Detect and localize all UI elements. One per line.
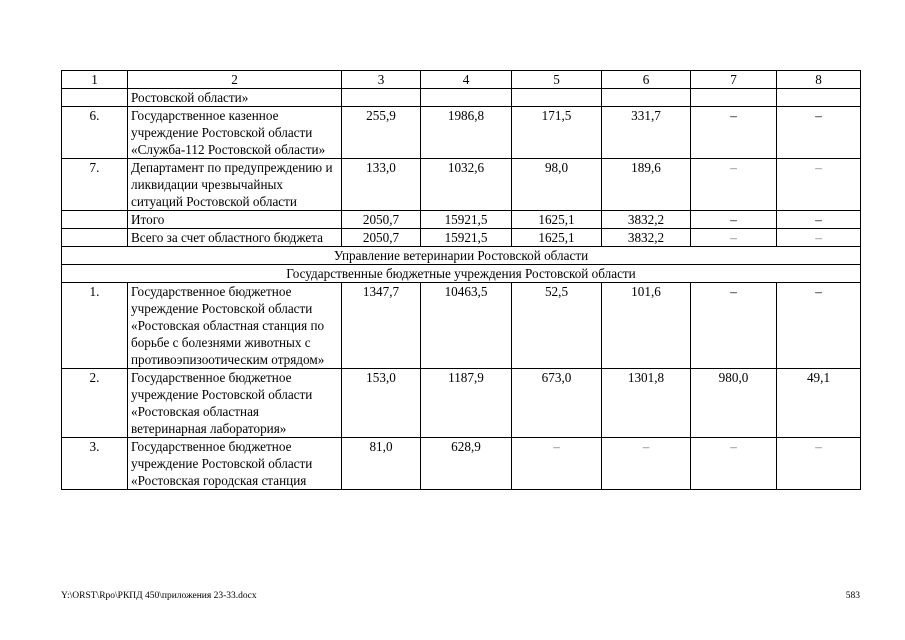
row-number: 1.	[62, 283, 128, 369]
organization-name: Государственное бюджетное учреждение Ростовской области «Ростовская городская станция	[128, 438, 342, 490]
footer-file-path: Y:\ORST\Rpo\РКПД 450\приложения 23-33.docx	[61, 591, 257, 601]
total-budget-label: Всего за счет областного бюджета	[128, 229, 342, 247]
cell-col4: 1032,6	[421, 159, 512, 211]
col-header: 8	[777, 71, 861, 89]
section-row	[62, 247, 861, 265]
cell-col7: –	[691, 229, 777, 247]
cell-col4: 1986,8	[421, 107, 512, 159]
table-row	[62, 107, 861, 159]
cell-col3: 153,0	[342, 369, 421, 438]
cell-col4: 15921,5	[421, 211, 512, 229]
cell-col8: –	[777, 438, 861, 490]
cell-col6: 331,7	[602, 107, 691, 159]
col-header: 1	[62, 71, 128, 89]
table-row	[62, 438, 861, 490]
cell-col8: –	[777, 283, 861, 369]
row-number: 3.	[62, 438, 128, 490]
organization-name: Государственное бюджетное учреждение Ростовской области «Ростовская областная ветеринарная лаборатория»	[128, 369, 342, 438]
cell-col7: –	[691, 438, 777, 490]
cell-col5: –	[512, 438, 602, 490]
cell-col7: –	[691, 211, 777, 229]
total-label: Итого	[128, 211, 342, 229]
budget-table	[61, 70, 861, 490]
col-header: 7	[691, 71, 777, 89]
col-header: 6	[602, 71, 691, 89]
row-number: 7.	[62, 159, 128, 211]
cell-col5: 1625,1	[512, 211, 602, 229]
table-row	[62, 159, 861, 211]
cell-col5: 1625,1	[512, 229, 602, 247]
organization-name: Государственное казенное учреждение Ростовской области «Служба-112 Ростовской области»	[128, 107, 342, 159]
continuation-text: Ростовской области»	[128, 89, 342, 107]
cell-col3: 2050,7	[342, 229, 421, 247]
row-number: 2.	[62, 369, 128, 438]
table-row	[62, 369, 861, 438]
cell-col3: 1347,7	[342, 283, 421, 369]
subsection-row	[62, 265, 861, 283]
cell-col7: –	[691, 283, 777, 369]
cell-col7: 980,0	[691, 369, 777, 438]
cell-col6: 3832,2	[602, 229, 691, 247]
cell-col3: 255,9	[342, 107, 421, 159]
footer-page-number: 583	[845, 591, 860, 601]
total-row	[62, 211, 861, 229]
cell-col4: 15921,5	[421, 229, 512, 247]
column-number-row	[62, 71, 861, 89]
table-row	[62, 283, 861, 369]
col-header: 4	[421, 71, 512, 89]
cell-col6: 101,6	[602, 283, 691, 369]
cell-col6: 189,6	[602, 159, 691, 211]
continuation-row	[62, 89, 861, 107]
cell-col8: –	[777, 211, 861, 229]
cell-col5: 98,0	[512, 159, 602, 211]
cell-col3: 2050,7	[342, 211, 421, 229]
cell-col7: –	[691, 107, 777, 159]
cell-col8: –	[777, 159, 861, 211]
cell-col3: 81,0	[342, 438, 421, 490]
cell-col6: –	[602, 438, 691, 490]
section-title: Управление ветеринарии Ростовской области	[62, 247, 861, 265]
cell-col8: 49,1	[777, 369, 861, 438]
cell-col4: 1187,9	[421, 369, 512, 438]
cell-col6: 3832,2	[602, 211, 691, 229]
organization-name: Департамент по предупреждению и ликвидации чрезвычайных ситуаций Ростовской области	[128, 159, 342, 211]
cell-col8: –	[777, 229, 861, 247]
cell-col7: –	[691, 159, 777, 211]
cell-col8: –	[777, 107, 861, 159]
cell-col5: 52,5	[512, 283, 602, 369]
cell-col4: 628,9	[421, 438, 512, 490]
cell-col4: 10463,5	[421, 283, 512, 369]
cell-col5: 673,0	[512, 369, 602, 438]
col-header: 3	[342, 71, 421, 89]
row-number: 6.	[62, 107, 128, 159]
cell-col3: 133,0	[342, 159, 421, 211]
cell-col5: 171,5	[512, 107, 602, 159]
subsection-title: Государственные бюджетные учреждения Ростовской области	[62, 265, 861, 283]
col-header: 5	[512, 71, 602, 89]
cell-col6: 1301,8	[602, 369, 691, 438]
total-budget-row	[62, 229, 861, 247]
organization-name: Государственное бюджетное учреждение Ростовской области «Ростовская областная станция по борьбе с болезнями животных с противоэпизоотическим отрядом»	[128, 283, 342, 369]
col-header: 2	[128, 71, 342, 89]
